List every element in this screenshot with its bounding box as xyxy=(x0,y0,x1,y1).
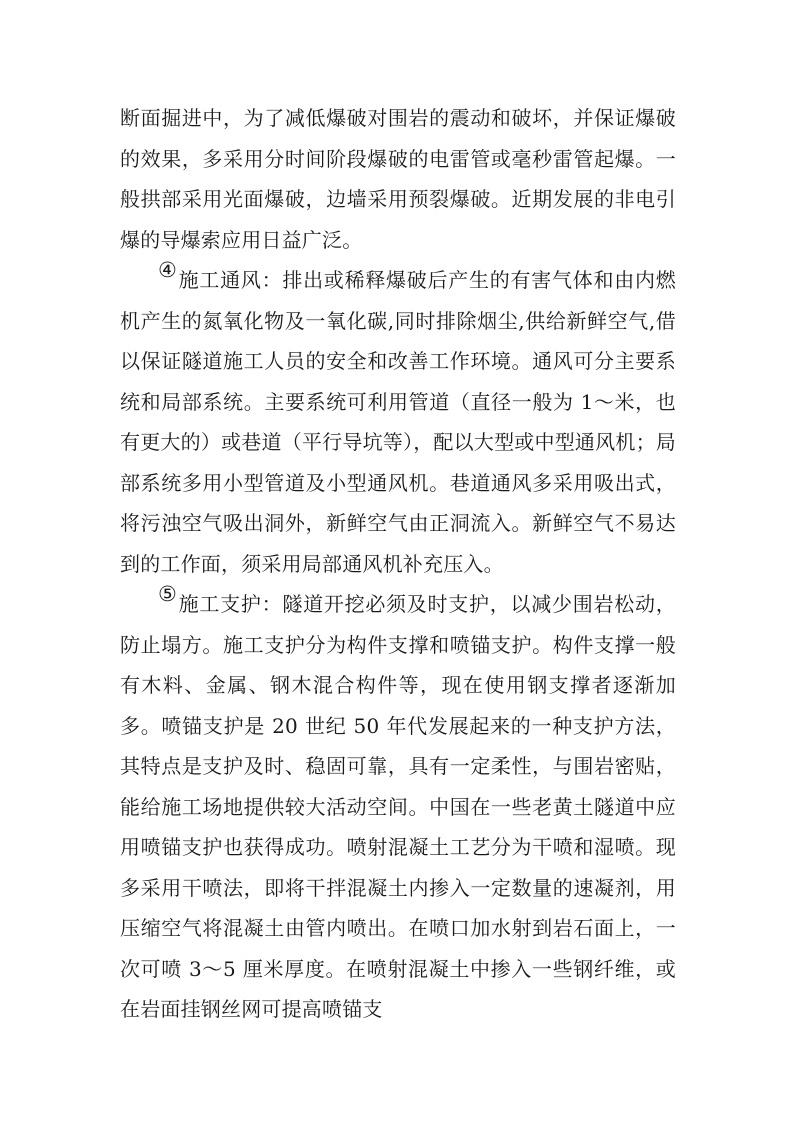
document-body xyxy=(120,98,676,1030)
circled-number-4-marker: ④ xyxy=(158,258,178,282)
circled-number-5-marker: ⑤ xyxy=(158,582,178,606)
paragraph-text: 断面掘进中，为了减低爆破对围岩的震动和破坏，并保证爆破的效果，多采用分时间阶段爆破的电雷管或毫秒雷管起爆。一般拱部采用光面爆破，边墙采用预裂爆破。近期发展的非电引爆的导爆索应用日益广泛。 xyxy=(120,106,676,252)
paragraph-text: 施工支护：隧道开挖必须及时支护，以减少围岩松动，防止塌方。施工支护分为构件支撑和喷锚支护。构件支撑一般有木料、金属、钢木混合构件等，现在使用钢支撑者逐渐加多。喷锚支护是 20 世纪 50 年代发展起来的一种支护方法，其特点是支护及时、稳固可靠，具有一定柔性，与围岩密贴，能给施工场地提供较大活动空间。中国在一些老黄土隧道中应用喷锚支护也获得成功。喷射混凝土工艺分为干喷和湿喷。现多采用干喷法，即将干拌混凝土内掺入一定数量的速凝剂，用压缩空气将混凝土由管内喷出。在喷口加水射到岩石面上，一次可喷 3～5 厘米厚度。在喷射混凝土中掺入一些钢纤维，或在岩面挂钢丝网可提高喷锚支 xyxy=(120,592,676,1021)
paragraph-blasting xyxy=(120,98,676,260)
paragraph-support xyxy=(120,584,676,1030)
paragraph-ventilation xyxy=(120,260,676,584)
paragraph-text: 施工通风：排出或稀释爆破后产生的有害气体和由内燃机产生的氮氧化物及一氧化碳,同时排除烟尘,供给新鲜空气,借以保证隧道施工人员的安全和改善工作环境。通风可分主要系统和局部系统。主要系统可利用管道（直径一般为 1～米，也有更大的）或巷道（平行导坑等），配以大型或中型通风机；局部系统多用小型管道及小型通风机。巷道通风多采用吸出式，将污浊空气吸出洞外，新鲜空气由正洞流入。新鲜空气不易达到的工作面，须采用局部通风机补充压入。 xyxy=(120,268,676,576)
